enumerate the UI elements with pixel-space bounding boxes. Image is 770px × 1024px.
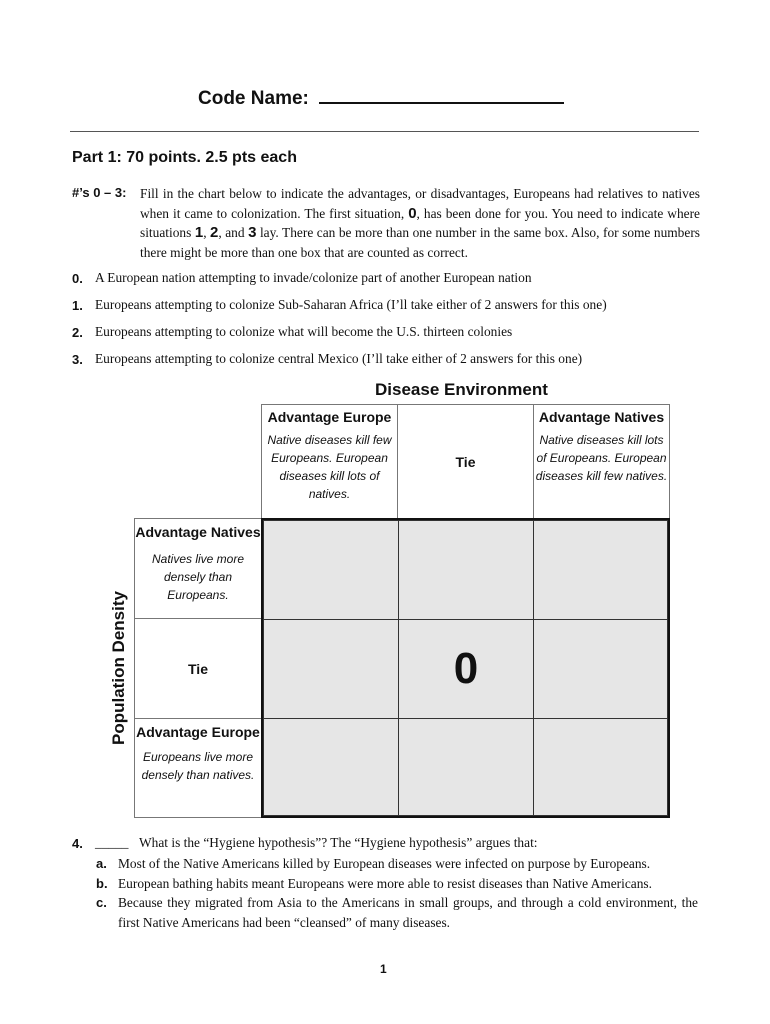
grid-cell-r2-c2[interactable] <box>398 619 534 719</box>
answer-grid <box>261 518 670 818</box>
option-c-letter: c. <box>96 895 107 910</box>
row-header-title: Advantage Europe <box>136 724 260 740</box>
column-header-title: Advantage Europe <box>267 409 392 425</box>
column-header-advantage-europe <box>261 404 398 519</box>
situation-number: 3 <box>248 224 257 241</box>
column-header-title: Tie <box>455 453 476 470</box>
column-header-tie <box>397 404 534 519</box>
row-header-title: Advantage Natives <box>135 524 261 540</box>
grid-cell-r1-c3[interactable] <box>533 520 668 620</box>
row-header-description: Europeans live more densely than natives. <box>141 750 255 782</box>
situation-0-mark: 0 <box>453 644 479 693</box>
option-a-letter: a. <box>96 856 107 871</box>
column-header-description: Native diseases kill few Europeans. European diseases kill lots of natives. <box>267 433 392 501</box>
question-4-answer-blank[interactable]: _____ <box>95 835 129 850</box>
row-header-tie <box>134 618 262 719</box>
situation-number: 1 <box>194 224 204 241</box>
question-4-prompt: What is the “Hygiene hypothesis”? The “Hygiene hypothesis” argues that: <box>139 835 538 850</box>
situation-number: 0 <box>408 204 417 222</box>
situation-2-text: Europeans attempting to colonize what will become the U.S. thirteen colonies <box>95 324 513 339</box>
row-header-description: Natives live more densely than Europeans. <box>151 552 245 602</box>
instructions-part: , has been done for you. You need to indicate where situations <box>140 205 700 240</box>
grid-cell-r1-c2[interactable] <box>398 520 534 620</box>
option-a-text: Most of the Native Americans killed by European diseases were infected on purpose by Europeans. <box>118 856 651 871</box>
grid-cell-r3-c2[interactable] <box>398 718 534 816</box>
row-header-advantage-europe <box>134 718 262 818</box>
situation-3-text: Europeans attempting to colonize central Mexico (I’ll take either of 2 answers for this one) <box>95 351 583 366</box>
instructions-text <box>140 184 700 262</box>
column-header-description: Native diseases kill lots of Europeans. European diseases kill few natives. <box>535 433 668 483</box>
situation-number: 2 <box>210 224 219 241</box>
row-header-advantage-natives <box>134 518 262 619</box>
instructions-part: Fill in the chart below to indicate the advantages, or disadvantages, Europeans had relatives to natives when it came to colonization. The first situation, <box>140 186 700 221</box>
column-header-title: Advantage Natives <box>538 409 665 425</box>
header-divider <box>70 131 699 132</box>
code-name-row <box>198 84 564 110</box>
column-header-advantage-natives <box>533 404 670 519</box>
option-c-text: Because they migrated from Asia to the Americans in small groups, and through a cold environment, the first Native Americans had been “cleansed” of many diseases. <box>118 895 698 930</box>
population-density-axis-label: Population Density <box>109 591 128 745</box>
situation-1-number: 1. <box>72 298 83 313</box>
grid-cell-r2-c3[interactable] <box>533 619 668 719</box>
instructions-part: lay. There can be more than one number in the same box. Also, for some numbers there might be more than one box that are counted as correct. <box>140 225 700 260</box>
part-heading: Part 1: 70 points. 2.5 pts each <box>72 149 297 166</box>
situation-2-number: 2. <box>72 325 83 340</box>
instructions-label: #’s 0 – 3: <box>72 185 127 200</box>
row-header-title: Tie <box>188 660 208 677</box>
situation-0-text: A European nation attempting to invade/colonize part of another European nation <box>95 270 532 285</box>
grid-cell-r1-c1[interactable] <box>263 520 399 620</box>
situation-1-text: Europeans attempting to colonize Sub-Saharan Africa (I’ll take either of 2 answers for this one) <box>95 297 607 312</box>
instructions-part: , <box>203 225 211 240</box>
grid-title: Disease Environment <box>375 380 548 399</box>
instructions-part: , and <box>218 225 249 240</box>
code-name-blank[interactable] <box>319 84 564 104</box>
situation-3-number: 3. <box>72 352 83 367</box>
situation-0-number: 0. <box>72 271 83 286</box>
option-b-letter: b. <box>96 876 108 891</box>
option-b-text: European bathing habits meant Europeans were more able to resist diseases than Native Americans. <box>118 876 652 891</box>
question-4-number: 4. <box>72 836 83 851</box>
grid-cell-r2-c1[interactable] <box>263 619 399 719</box>
code-name-label: Code Name: <box>198 88 309 109</box>
grid-cell-r3-c1[interactable] <box>263 718 399 816</box>
page-number: 1 <box>380 962 387 976</box>
grid-cell-r3-c3[interactable] <box>533 718 668 816</box>
